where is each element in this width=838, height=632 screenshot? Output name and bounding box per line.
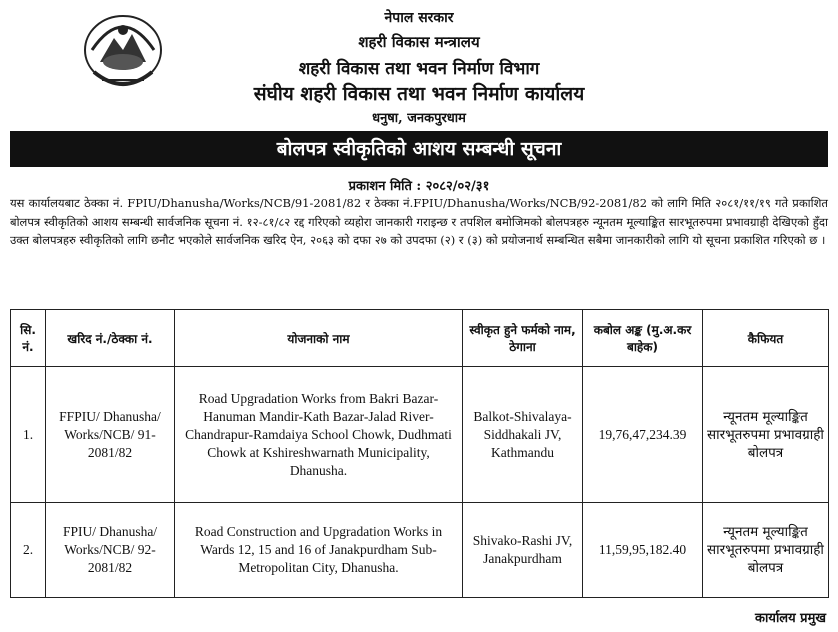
signature-office-chief: कार्यालय प्रमुख	[755, 611, 826, 626]
cell-firm: Balkot-Shivalaya-Siddhakali JV, Kathmandu	[463, 367, 583, 503]
col-header-firm: स्वीकृत हुने फर्मको नाम, ठेगाना	[463, 310, 583, 367]
header-government: नेपाल सरकार	[384, 10, 454, 26]
publication-date: प्रकाशन मिति : २०८२/०२/३१	[348, 179, 490, 194]
header-location: धनुषा, जनकपुरधाम	[372, 111, 466, 126]
notice-title-banner: बोलपत्र स्वीकृतिको आशय सम्बन्धी सूचना	[10, 131, 828, 167]
bid-table	[10, 309, 829, 598]
col-header-remarks: कैफियत	[703, 310, 829, 367]
cell-sn: 2.	[11, 503, 46, 598]
header-department: शहरी विकास तथा भवन निर्माण विभाग	[298, 59, 540, 79]
cell-contract-no: FPIU/ Dhanusha/ Works/NCB/ 92-2081/82	[46, 503, 175, 598]
cell-remarks: न्यूनतम मूल्याङ्कित सारभूतरुपमा प्रभावग्राही बोलपत्र	[703, 367, 829, 503]
header-office: संघीय शहरी विकास तथा भवन निर्माण कार्यालय	[253, 83, 585, 105]
col-header-amount: कबोल अङ्क (मु.अ.कर बाहेक)	[583, 310, 703, 367]
cell-amount: 19,76,47,234.39	[583, 367, 703, 503]
cell-project: Road Construction and Upgradation Works in Wards 12, 15 and 16 of Janakpurdham Sub-Metropolitan City, Dhanusha.	[175, 503, 463, 598]
table-row	[11, 367, 829, 503]
table-row	[11, 503, 829, 598]
cell-amount: 11,59,95,182.40	[583, 503, 703, 598]
cell-firm: Shivako-Rashi JV, Janakpurdham	[463, 503, 583, 598]
cell-contract-no: FFPIU/ Dhanusha/ Works/NCB/ 91-2081/82	[46, 367, 175, 503]
col-header-contract-no: खरिद नं./ठेक्का नं.	[46, 310, 175, 367]
col-header-sn: सि. नं.	[11, 310, 46, 367]
notice-body-text: यस कार्यालयबाट ठेक्का नं. FPIU/Dhanusha/Works/NCB/91-2081/82 र ठेक्का नं.FPIU/Dhanusha/Works/NCB/92-2081/82 को लागि मिति २०८१/११/१९ गते प्रकाशित बोलपत्र स्वीकृतिको आशय सम्बन्धी सार्वजनिक सूचना नं. १२-८१/८२ रद्द गरिएको व्यहोरा जानकारी गराइन्छ र तपशिल बमोजिमको बोलपत्रहरु न्यूनतम मूल्याङ्कित सारभूतरुपमा प्रभावग्राही देखिएको हुँदा उक्त बोलपत्रहरु स्वीकृतिको लागि छनौट भएकोले सार्वजनिक खरिद ऐन, २०६३ को दफा २७ को उपदफा (२) र (३) को प्रयोजनार्थ सम्बन्धित सबैमा जानकारीको लागि यो सूचना प्रकाशित गरिएको छ ।	[10, 196, 828, 247]
cell-remarks: न्यूनतम मूल्याङ्कित सारभूतरुपमा प्रभावग्राही बोलपत्र	[703, 503, 829, 598]
cell-sn: 1.	[11, 367, 46, 503]
col-header-project: योजनाको नाम	[175, 310, 463, 367]
table-header-row	[11, 310, 829, 367]
cell-project: Road Upgradation Works from Bakri Bazar-Hanuman Mandir-Kath Bazar-Jalad River-Chandrapur-Ramdaiya School Chowk, Dudhmati Chowk at Kshireshwarnath Municipality, Dhanusha.	[175, 367, 463, 503]
header-ministry: शहरी विकास मन्त्रालय	[358, 33, 480, 51]
